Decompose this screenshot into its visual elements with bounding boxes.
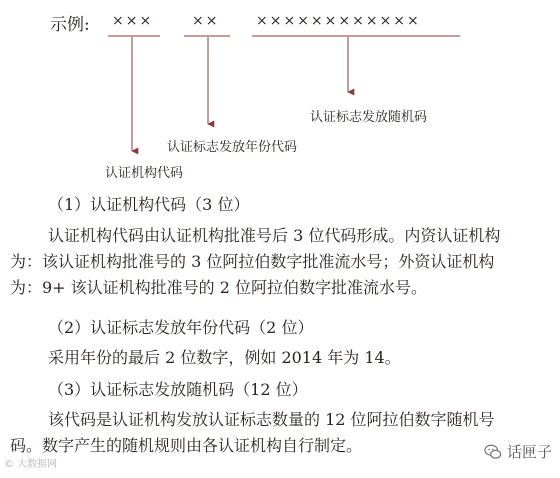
callout-institution-code: 认证机构代码 (105, 166, 184, 181)
section-heading-random-code: （3）认证标志发放随机码（12 位） (48, 380, 308, 399)
paragraph-line: 采用年份的最后 2 位数字，例如 2014 年为 14。 (48, 348, 401, 367)
section-body-institution-code (10, 223, 552, 301)
source-watermark: © 大数据网 (4, 459, 58, 470)
section-heading-institution-code: （1）认证机构代码（3 位） (48, 195, 250, 214)
callout-random-code: 认证标志发放随机码 (310, 110, 428, 125)
paragraph-line: 码。数字产生的随机规则由各认证机构自行制定。 (10, 436, 363, 455)
account-watermark (484, 441, 552, 462)
code-structure-diagram (0, 0, 560, 190)
section-body-year-code (10, 345, 552, 371)
code-group-year: ×× (192, 13, 220, 29)
section-body-random-code (10, 407, 552, 459)
diagram-lines (0, 0, 560, 190)
section-heading-year-code: （2）认证标志发放年份代码（2 位） (48, 318, 314, 337)
paragraph-line: 认证机构代码由认证机构批准号后 3 位代码形成。内资认证机构 (48, 226, 501, 245)
code-group-random: ×××××××××××× (256, 13, 421, 29)
example-label: 示例: (50, 15, 90, 35)
paragraph-line: 为：9+ 该认证机构批准号的 2 位阿拉伯数字批准流水号。 (10, 278, 428, 297)
callout-year-code: 认证标志发放年份代码 (167, 140, 298, 155)
code-group-institution: ××× (112, 13, 154, 29)
account-name: 话匣子 (507, 443, 553, 461)
paragraph-line: 该代码是认证机构发放认证标志数量的 12 位阿拉伯数字随机号 (48, 410, 495, 429)
wechat-icon (484, 443, 502, 461)
paragraph-line: 为：该认证机构批准号的 3 位阿拉伯数字批准流水号；外资认证机构 (10, 252, 495, 271)
